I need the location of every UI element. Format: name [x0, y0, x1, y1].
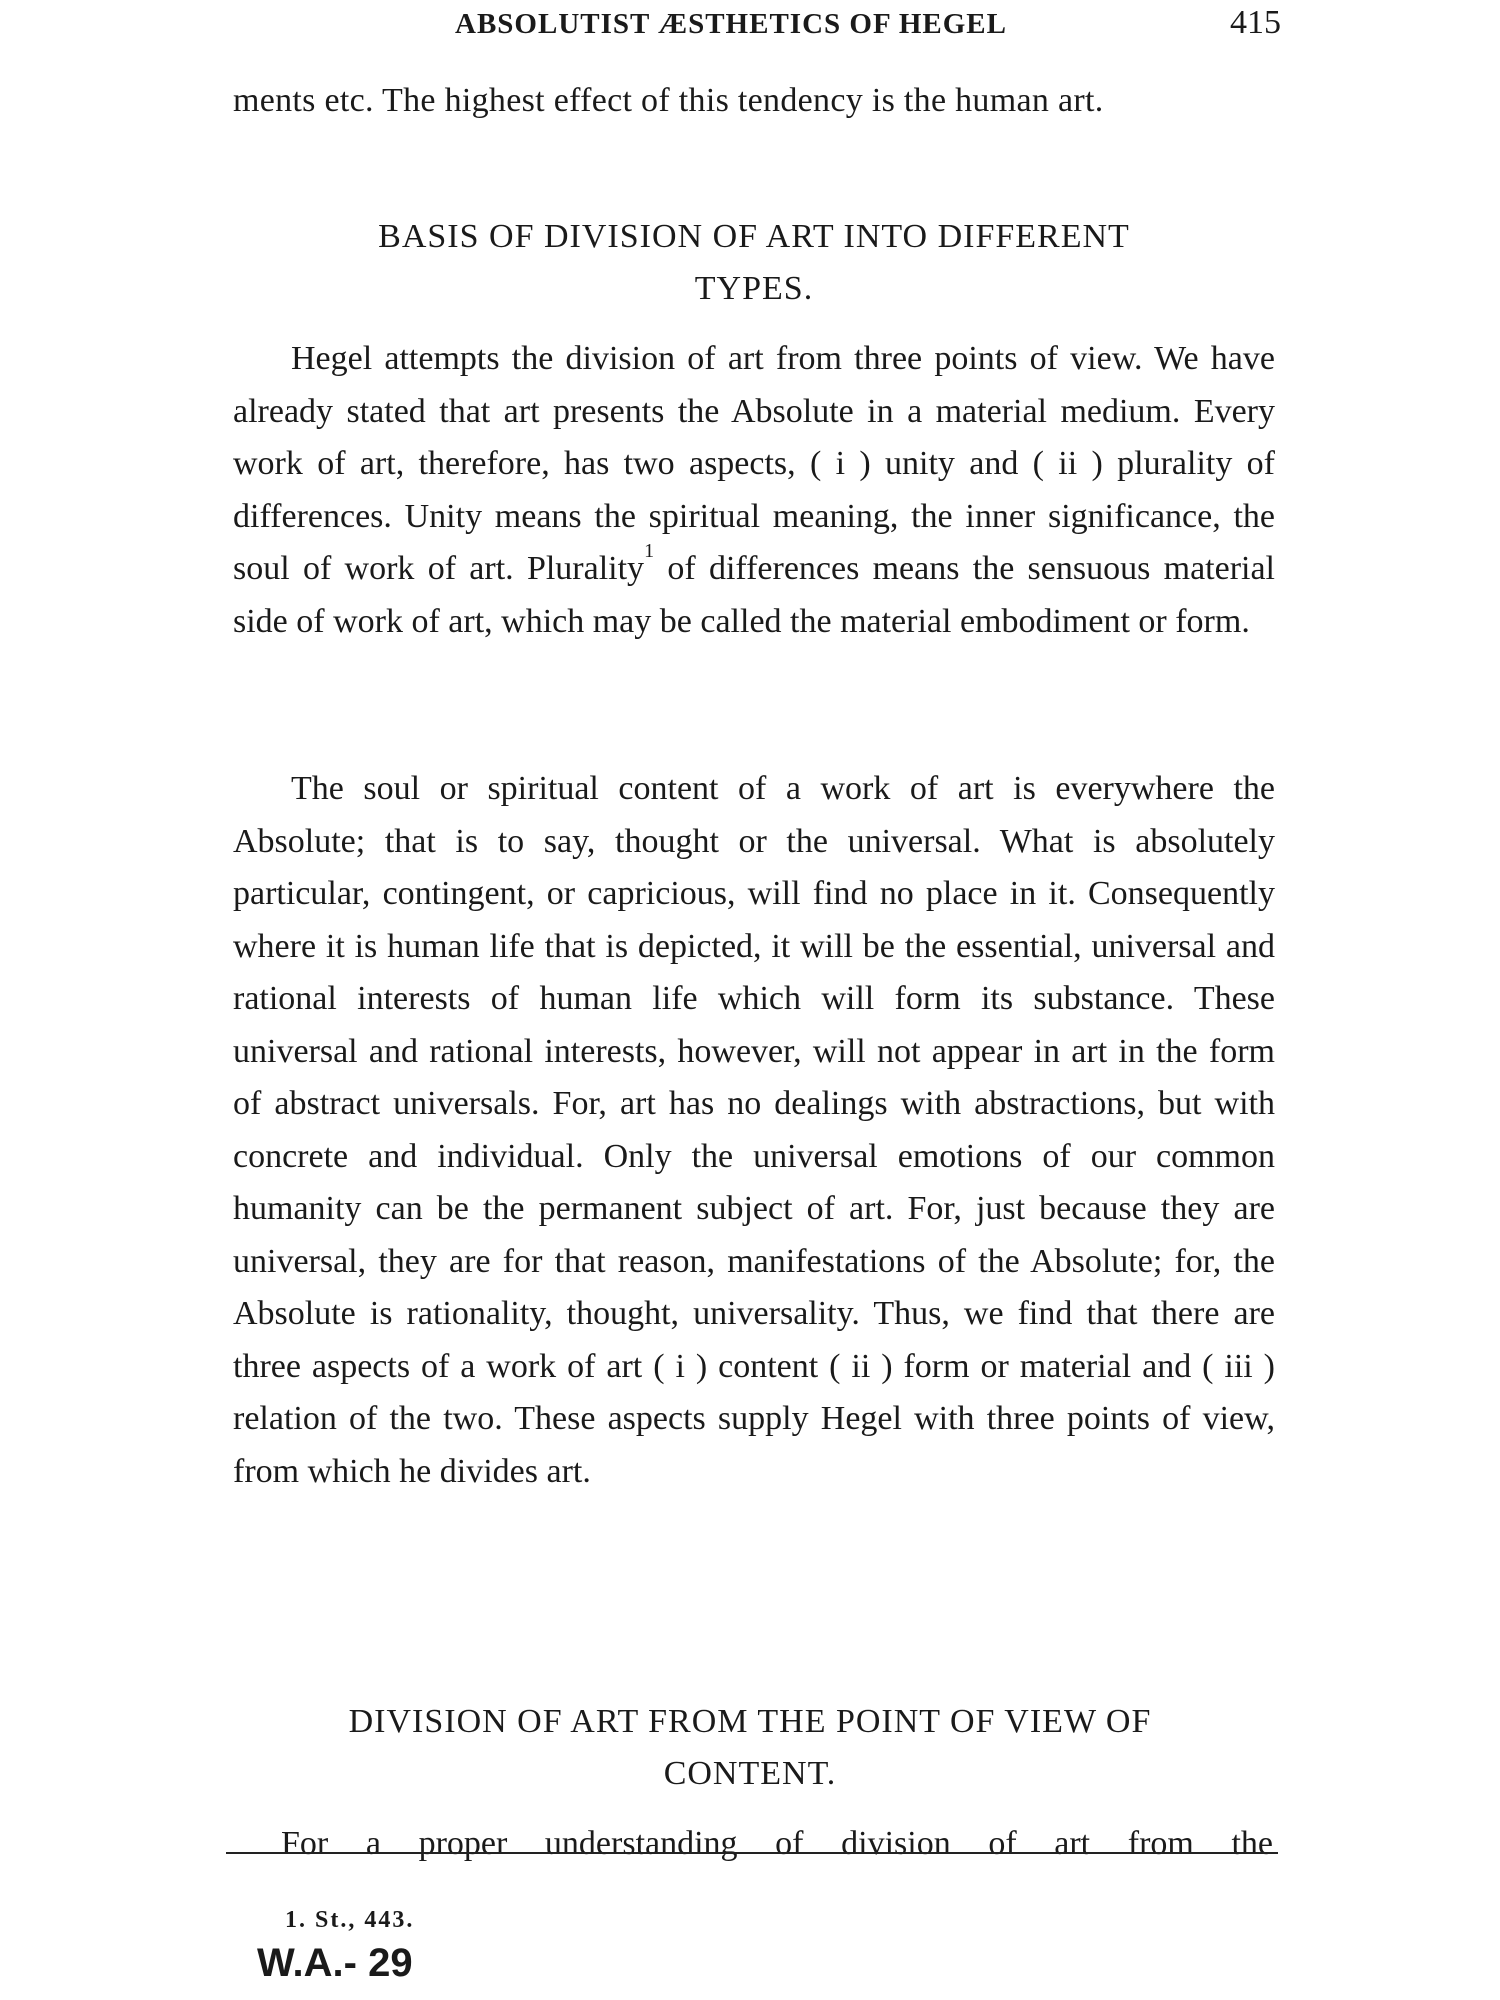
running-title: ABSOLUTIST ÆSTHETICS OF HEGEL	[455, 8, 1007, 40]
section-heading-basis	[233, 211, 1275, 315]
section-heading-basis-line2: TYPES.	[694, 270, 814, 307]
section-heading-basis-line1: BASIS OF DIVISION OF ART INTO DIFFERENT	[378, 218, 1130, 255]
paragraph-soul-content: The soul or spiritual content of a work of art is everywhere the Absolute; that is to say, thought or the universal. What is absolutely particular, contingent, or capricious, will find no place in it. Consequently where it is human life that is depicted, it will be the essential, universal and rational interests of human life which will form its substance. These universal and rational interests, however, will not appear in art in the form of abstract universals. For, art has no dealings with abstractions, but with concrete and individual. Only the universal emotions of our common humanity can be the permanent subject of art. For, just because they are universal, they are for that reason, manifestations of the Absolute; for, the Absolute is rationality, thought, universality. Thus, we find that there are three aspects of a work of art ( i ) content ( ii ) form or material and ( iii ) relation of the two. These aspects supply Hegel with three points of view, from which he divides art.	[233, 770, 1275, 1490]
section-heading-content	[229, 1696, 1271, 1800]
paragraph-hegel-division	[233, 333, 1275, 648]
footnote-text: 1. St., 443.	[285, 1907, 415, 1933]
paragraph-hegel-division-text-b: of differences means the sensuous material side of work of art, which may be called the material embodiment or form.	[233, 550, 1276, 640]
footnote-reference: 1	[644, 540, 655, 562]
footnote-rule	[226, 1852, 1278, 1854]
section-heading-content-line1: DIVISION OF ART FROM THE POINT OF VIEW OF	[348, 1703, 1152, 1740]
paragraph-division-content: For a proper understanding of division of art from the	[281, 1825, 1273, 1862]
sheet-signature-mark: W.A.- 29	[257, 1941, 413, 1985]
page-number: 415	[1230, 4, 1281, 41]
paragraph-hegel-division-text-a: Hegel attempts the division of art from three points of view. We have already stated that art presents the Absolute in a material medium. Every work of art, therefore, has two aspects, ( i ) unity and ( ii ) plurality of differences. Unity means the spiritual meaning, the inner significance, the soul of work of art. Plurality	[233, 340, 1275, 587]
section-heading-content-line2: CONTENT.	[663, 1755, 837, 1792]
continuation-paragraph: ments etc. The highest effect of this tendency is the human art.	[233, 82, 1104, 119]
